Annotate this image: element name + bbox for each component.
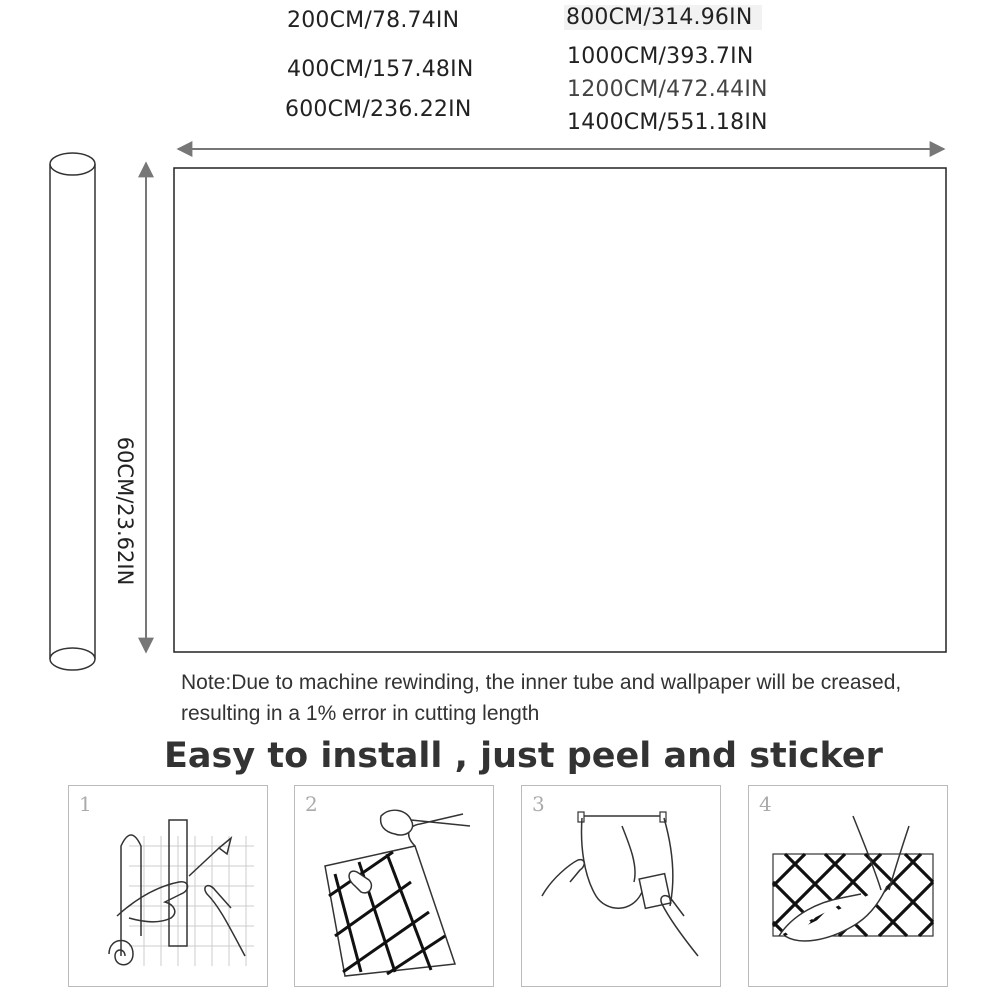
width-label: 60CM/23.62IN <box>113 436 137 586</box>
length-option-800: 800CM/314.96IN <box>564 5 762 30</box>
step-number: 3 <box>532 792 545 816</box>
length-option-1400: 1400CM/551.18IN <box>567 110 768 135</box>
step-panel-3 <box>521 785 721 987</box>
install-headline: Easy to install , just peel and sticker <box>164 736 883 776</box>
step-panel-2 <box>294 785 494 987</box>
apply-to-wall-icon <box>522 786 720 986</box>
peel-backing-icon <box>295 786 493 986</box>
step-number: 1 <box>79 792 92 816</box>
measure-cut-icon <box>69 786 267 986</box>
length-option-1000: 1000CM/393.7IN <box>567 44 754 69</box>
length-option-1200: 1200CM/472.44IN <box>567 77 768 102</box>
length-option-600: 600CM/236.22IN <box>285 97 472 122</box>
note-line-1: Note:Due to machine rewinding, the inner tube and wallpaper will be creased, <box>181 671 902 694</box>
step-panel-4 <box>748 785 948 987</box>
wallpaper-roll-icon <box>50 153 95 670</box>
step-number: 2 <box>305 792 318 816</box>
length-option-200: 200CM/78.74IN <box>287 8 460 33</box>
note-line-2: resulting in a 1% error in cutting length <box>181 702 540 725</box>
wallpaper-sheet <box>174 168 946 652</box>
step-panel-1 <box>68 785 268 987</box>
step-number: 4 <box>759 792 772 816</box>
smooth-press-icon <box>749 786 947 986</box>
length-option-400: 400CM/157.48IN <box>287 57 474 82</box>
